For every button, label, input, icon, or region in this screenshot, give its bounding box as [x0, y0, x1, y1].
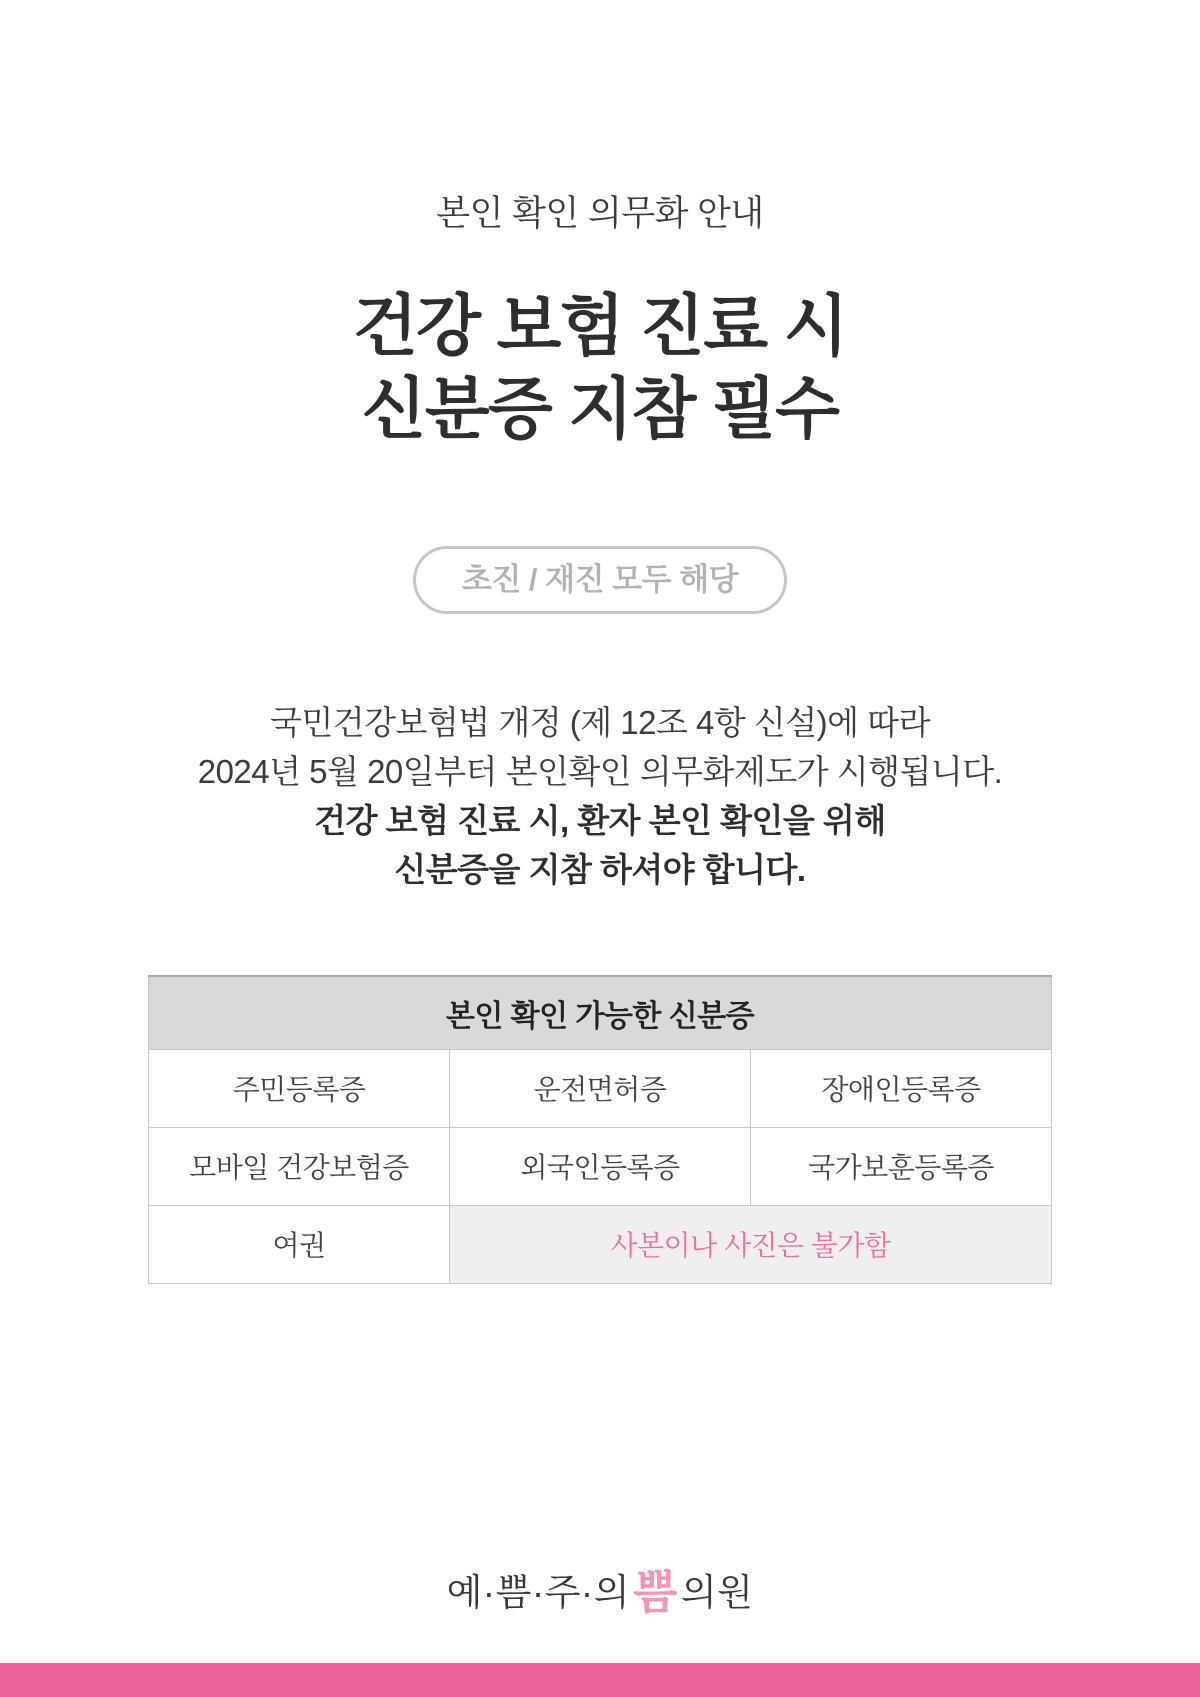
table-cell-alien-registration: 외국인등록증: [450, 1127, 751, 1205]
table-cell-disability-id: 장애인등록증: [751, 1049, 1052, 1127]
body-line-4: 신분증을 지참 하셔야 합니다.: [394, 851, 806, 888]
notice-title-line-1: 건강 보험 진료 시: [353, 289, 847, 364]
table-cell-mobile-insurance-id: 모바일 건강보험증: [149, 1127, 450, 1205]
table-cell-copies-not-allowed-note: 사본이나 사진은 불가함: [450, 1205, 1052, 1283]
body-line-1: 국민건강보험법 개정 (제 12조 4항 신설)에 따라: [270, 704, 930, 741]
notice-title-line-2: 신분증 지참 필수: [361, 372, 839, 447]
notice-body: [0, 698, 1200, 894]
table-cell-drivers-license: 운전면허증: [450, 1049, 751, 1127]
clinic-logo-suffix: 의원: [680, 1571, 754, 1613]
badge-row: [0, 546, 1200, 614]
visit-type-badge: 초진 / 재진 모두 해당: [413, 546, 787, 614]
body-line-3: 건강 보험 진료 시, 환자 본인 확인을 위해: [314, 802, 886, 839]
table-row: [149, 1205, 1052, 1283]
table-cell-resident-id: 주민등록증: [149, 1049, 450, 1127]
notice-kicker: 본인 확인 의무화 안내: [436, 194, 764, 233]
table-row: [149, 1049, 1052, 1127]
table-header-cell: 본인 확인 가능한 신분증: [149, 976, 1052, 1049]
accepted-id-table: [148, 975, 1052, 1284]
clinic-logo-prefix: 예·쁨·주·의: [446, 1571, 630, 1613]
table-header-row: [149, 976, 1052, 1049]
body-line-2: 2024년 5월 20일부터 본인확인 의무화제도가 시행됩니다.: [197, 753, 1003, 790]
clinic-logo-accent: 쁨: [633, 1565, 678, 1618]
table-cell-passport: 여권: [149, 1205, 450, 1283]
bottom-accent-bar: [0, 1663, 1200, 1697]
notice-title: [0, 285, 1200, 451]
table-cell-veterans-id: 국가보훈등록증: [751, 1127, 1052, 1205]
table-row: [149, 1127, 1052, 1205]
clinic-logo: [0, 1556, 1200, 1622]
